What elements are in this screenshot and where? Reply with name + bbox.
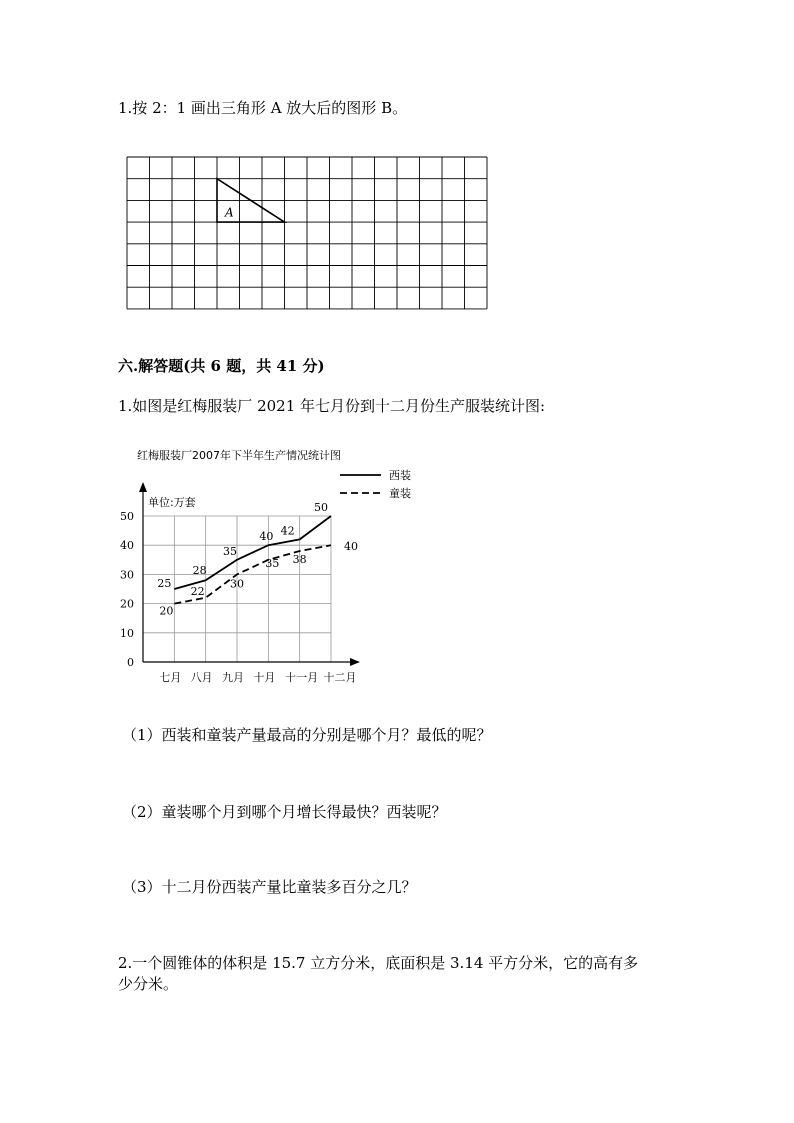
- legend-label: 西装: [389, 469, 411, 482]
- x-tick-label: 七月: [159, 671, 182, 684]
- triangle-a-label: A: [225, 205, 234, 220]
- data-label: 35: [223, 544, 237, 558]
- data-label: 42: [280, 524, 295, 538]
- data-label: 30: [230, 577, 244, 591]
- question-1-text: 1.如图是红梅服装厂 2021 年七月份到十二月份生产服装统计图:: [118, 397, 546, 415]
- x-tick-label: 十一月: [285, 671, 319, 684]
- x-tick-label: 九月: [222, 671, 244, 684]
- y-axis-unit-label: 单位:万套: [148, 496, 196, 509]
- data-label: 22: [190, 584, 205, 598]
- x-tick-label: 十月: [253, 671, 276, 684]
- legend-label: 童装: [389, 487, 411, 500]
- data-label: 40: [344, 540, 358, 554]
- data-label: 35: [265, 556, 280, 570]
- x-tick-label: 八月: [190, 671, 213, 684]
- data-label: 40: [259, 530, 274, 544]
- data-label: 28: [192, 564, 207, 578]
- square-grid-figure: [126, 156, 490, 310]
- data-label: 50: [314, 501, 328, 514]
- y-tick-label: 0: [127, 656, 134, 669]
- chart-title: 红梅服装厂2007年下半年生产情况统计图: [137, 449, 341, 462]
- y-tick-label: 30: [120, 568, 134, 582]
- question-2-line1: 2.一个圆锥体的体积是 15.7 立方分米，底面积是 3.14 平方分米，它的高有多: [118, 954, 639, 972]
- sub-question-1: （1）西装和童装产量最高的分别是哪个月？最低的呢？: [122, 726, 492, 744]
- sub-question-3: （3）十二月份西装产量比童装多百分之几？: [122, 878, 417, 896]
- y-tick-label: 40: [120, 539, 134, 553]
- data-label: 20: [159, 604, 174, 618]
- sub-question-2: （2）童装哪个月到哪个月增长得最快？西装呢？: [122, 803, 447, 821]
- question-scale-text: 1.按 2：1 画出三角形 A 放大后的图形 B。: [118, 99, 408, 117]
- y-tick-label: 10: [120, 626, 134, 640]
- x-axis-arrow: [350, 658, 360, 666]
- y-axis-arrow: [139, 482, 147, 492]
- line-chart: [112, 440, 411, 690]
- section-title: 六.解答题(共 6 题，共 41 分): [118, 357, 325, 375]
- series-line-suit: [174, 516, 331, 589]
- y-tick-label: 20: [120, 597, 134, 611]
- x-tick-label: 十二月: [323, 671, 357, 684]
- data-label: 38: [292, 553, 307, 567]
- question-2-line2: 少分米。: [118, 975, 179, 993]
- y-tick-label: 50: [120, 510, 134, 523]
- data-label: 25: [157, 577, 172, 590]
